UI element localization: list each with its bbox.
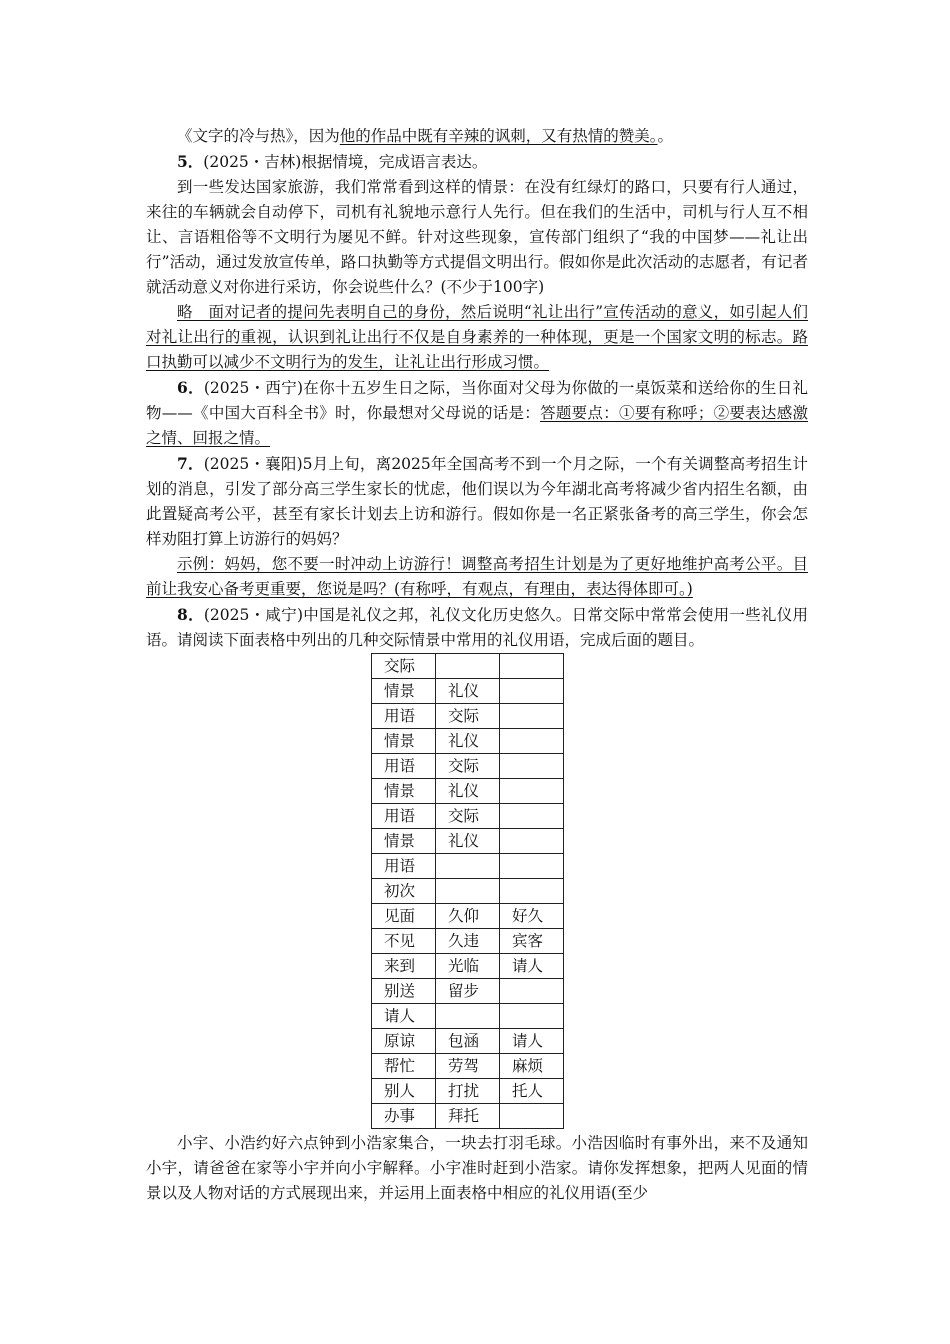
table-row [372,654,564,679]
table-cell: 交际 [372,654,436,679]
table-cell: 久违 [436,929,500,954]
table-cell: 用语 [372,804,436,829]
table-cell: 情景 [372,679,436,704]
q6-number: 6． [177,378,204,397]
table-cell: 用语 [372,754,436,779]
table-cell: 初次 [372,879,436,904]
table-row [372,954,564,979]
intro-suffix: 。 [657,127,674,145]
table-cell [500,779,564,804]
q7-body: (2025・襄阳)5月上旬，离2025年全国高考不到一个月之际，一个有关调整高考招生计划的消息，引发了部分高三学生家长的忧虑，他们误以为今年湖北高考将减少省内招生名额，由此置疑高考公平，甚至有家长计划去上访和游行。假如你是一名正紧张备考的高三学生，你会怎样劝阻打算上访游行的妈妈？ [146,455,808,548]
table-cell: 请人 [372,1004,436,1029]
intro-answer: 他的作品中既有辛辣的讽刺，又有热情的赞美。 [339,127,658,145]
table-row [372,829,564,854]
q7-number: 7． [177,454,204,473]
table-cell: 麻烦 [500,1054,564,1079]
table-cell: 礼仪 [436,829,500,854]
q8-question [146,602,808,653]
table-cell [500,754,564,779]
table-row [372,1004,564,1029]
table-cell: 留步 [436,979,500,1004]
table-cell: 原谅 [372,1029,436,1054]
intro-line [146,124,808,149]
table-cell: 别送 [372,979,436,1004]
table-row [372,904,564,929]
table-row [372,1079,564,1104]
table-cell [500,1004,564,1029]
table-cell: 见面 [372,904,436,929]
q8-number: 8． [177,605,204,624]
q6-question [146,375,808,451]
q5-answer: 略 面对记者的提问先表明自己的身份，然后说明“礼让出行”宣传活动的意义，如引起人们对礼让出行的重视，认识到礼让出行不仅是自身素养的一种体现，更是一个国家文明的标志。路口执勤可以减少不文明行为的发生，让礼让出行形成习惯。 [146,303,808,371]
table-cell: 礼仪 [436,779,500,804]
table-cell: 交际 [436,704,500,729]
table-cell: 帮忙 [372,1054,436,1079]
q7-answer: 示例：妈妈，您不要一时冲动上访游行！调整高考招生计划是为了更好地维护高考公平。目前让我安心备考更重要，您说是吗？(有称呼，有观点，有理由，表达得体即可。) [146,555,808,598]
table-cell [436,1004,500,1029]
q7-answer-para [146,552,808,602]
table-cell [500,804,564,829]
q6-body: (2025・西宁)在你十五岁生日之际，当你面对父母为你做的一桌饭菜和送给你的生日礼物——《中国大百科全书》时，你最想对父母说的话是： [146,379,808,422]
table-row [372,929,564,954]
table-row [372,679,564,704]
table-cell [500,879,564,904]
table-cell [500,729,564,754]
q5-answer-para [146,300,808,375]
table-cell [436,879,500,904]
table-cell [436,654,500,679]
q8-after-text: 小宇、小浩约好六点钟到小浩家集合，一块去打羽毛球。小浩因临时有事外出，来不及通知小宇，请爸爸在家等小宇并向小宇解释。小宇准时赶到小浩家。请你发挥想象，把两人见面的情景以及人物对话的方式展现出来，并运用上面表格中相应的礼仪用语(至少 [146,1134,808,1202]
table-cell: 久仰 [436,904,500,929]
table-cell [436,854,500,879]
table-cell: 不见 [372,929,436,954]
table-row [372,779,564,804]
table-row [372,879,564,904]
intro-prefix: 《文字的冷与热》，因为 [177,127,340,145]
table-cell: 光临 [436,954,500,979]
table-cell: 情景 [372,779,436,804]
table-cell: 别人 [372,1079,436,1104]
table-cell: 办事 [372,1104,436,1129]
table-cell: 用语 [372,854,436,879]
document-page [146,124,808,1206]
table-cell [500,679,564,704]
table-cell: 交际 [436,754,500,779]
table-cell [500,979,564,1004]
table-cell: 托人 [500,1079,564,1104]
table-cell: 情景 [372,729,436,754]
table-row [372,1054,564,1079]
table-cell: 礼仪 [436,729,500,754]
table-cell [500,1104,564,1129]
q5-header [146,149,808,175]
table-cell: 交际 [436,804,500,829]
table-cell: 宾客 [500,929,564,954]
etiquette-table [371,653,564,1129]
table-row [372,1104,564,1129]
table-cell: 打扰 [436,1079,500,1104]
q5-number: 5． [177,152,204,171]
table-cell: 好久 [500,904,564,929]
table-row [372,704,564,729]
table-cell: 来到 [372,954,436,979]
table-cell: 劳驾 [436,1054,500,1079]
q7-question [146,451,808,552]
table-cell [500,854,564,879]
table-cell: 用语 [372,704,436,729]
table-row [372,804,564,829]
q6-answer: 答题要点：①要有称呼；②要表达感激之情、回报之情。 [146,404,808,447]
table-cell: 请人 [500,954,564,979]
q5-header-text: (2025・吉林)根据情境，完成语言表达。 [203,153,488,171]
table-cell: 包涵 [436,1029,500,1054]
table-cell [500,654,564,679]
table-cell [500,829,564,854]
table-cell: 请人 [500,1029,564,1054]
q8-body: (2025・咸宁)中国是礼仪之邦，礼仪文化历史悠久。日常交际中常常会使用一些礼仪用语。请阅读下面表格中列出的几种交际情景中常用的礼仪用语，完成后面的题目。 [146,606,808,649]
table-cell: 拜托 [436,1104,500,1129]
table-row [372,854,564,879]
table-row [372,754,564,779]
table-cell [500,704,564,729]
table-row [372,1029,564,1054]
q5-body: 到一些发达国家旅游，我们常常看到这样的情景：在没有红绿灯的路口，只要有行人通过，来往的车辆就会自动停下，司机有礼貌地示意行人先行。但在我们的生活中，司机与行人互不相让、言语粗俗等不文明行为屡见不鲜。针对这些现象，宣传部门组织了“我的中国梦——礼让出行”活动，通过发放宣传单，路口执勤等方式提倡文明出行。假如你是此次活动的志愿者，有记者就活动意义对你进行采访，你会说些什么？(不少于100字) [146,178,808,296]
table-cell: 情景 [372,829,436,854]
table-cell: 礼仪 [436,679,500,704]
table-row [372,729,564,754]
table-row [372,979,564,1004]
